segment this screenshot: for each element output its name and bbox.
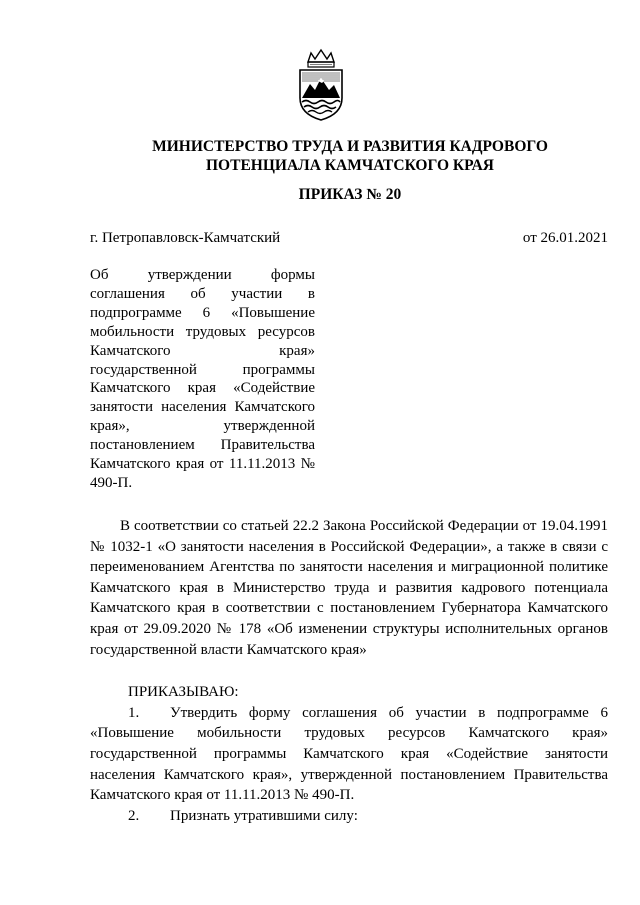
- ministry-name-line2: ПОТЕНЦИАЛА КАМЧАТСКОГО КРАЯ: [206, 157, 494, 174]
- order-date: от 26.01.2021: [522, 230, 608, 246]
- order-title: ПРИКАЗ № 20: [298, 186, 402, 203]
- item-text: Утвердить форму соглашения об участии в подпрограмме 6 «Повышение мобильности трудовых ресурсов Камчатского края» государственной программы Камчатского края «Содействие занятости населения Камчатского края», утвержденной постановлением Правительства Камчатского края от 11.11.2013 № 490-П.: [90, 704, 608, 804]
- ministry-name: [90, 137, 610, 175]
- list-item: [90, 806, 608, 827]
- preamble-paragraph: В соответствии со статьей 22.2 Закона Российской Федерации от 19.04.1991 № 1032-1 «О занятости населения в Российской Федерации», а также в связи с переименованием Агентства по занятости населения и миграционной политике Камчатского края в Министерство труда и развития кадрового потенциала Камчатского края в соответствии с постановлением Губернатора Камчатского края от 29.09.2020 № 178 «Об изменении структуры исполнительных органов государственной власти Камчатского края»: [90, 518, 608, 658]
- list-item: [90, 703, 608, 806]
- item-text: Признать утратившими силу:: [170, 807, 358, 824]
- order-word: ПРИКАЗЫВАЮ:: [128, 684, 239, 701]
- order-body: [90, 516, 608, 826]
- order-subject: Об утверждении формы соглашения об участии в подпрограмме 6 «Повышение мобильности трудовых ресурсов Камчатского края» государственной программы Камчатского края «Содействие занятости населения Камчатского края», утвержденной постановлением Правительства Камчатского края от 11.11.2013 № 490-П.: [90, 267, 315, 491]
- kamchatka-coat-of-arms-icon: [296, 48, 346, 122]
- city: г. Петропавловск-Камчатский: [90, 230, 281, 246]
- item-number: 2.: [128, 807, 140, 824]
- ministry-name-line1: МИНИСТЕРСТВО ТРУДА И РАЗВИТИЯ КАДРОВОГО: [152, 138, 548, 155]
- item-number: 1.: [128, 704, 140, 721]
